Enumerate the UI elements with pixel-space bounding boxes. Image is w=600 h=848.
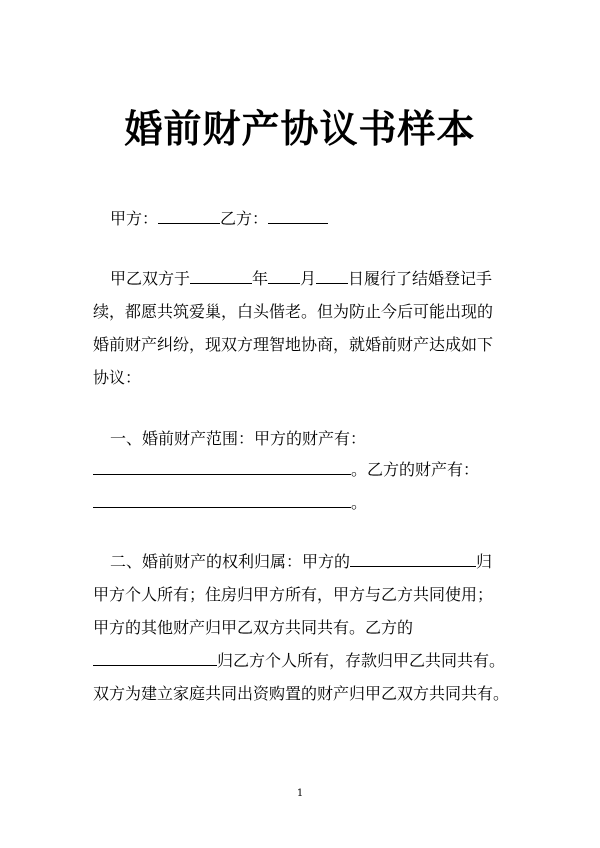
day-label: 日履行了结婚登记手 bbox=[348, 269, 493, 288]
section2-heading-text: 二、婚前财产的权利归属：甲方的 bbox=[110, 552, 351, 571]
year-blank bbox=[190, 268, 252, 284]
section1-heading: 一、婚前财产范围：甲方的财产有： bbox=[110, 429, 367, 448]
year-label: 年 bbox=[252, 269, 269, 288]
page-number: 1 bbox=[296, 788, 304, 799]
section2-line2: 甲方个人所有；住房归甲方所有，甲方与乙方共同使用； bbox=[93, 585, 494, 604]
party-a-property-blank bbox=[350, 551, 476, 567]
section2-line4-text: 归乙方个人所有，存款归甲乙共同共有。 bbox=[217, 651, 506, 670]
para1-line4: 协议： bbox=[93, 368, 142, 387]
section1-end-mark: 。 bbox=[351, 493, 368, 512]
section2-heading-end: 归 bbox=[476, 552, 493, 571]
section2-heading bbox=[110, 551, 492, 573]
month-label: 月 bbox=[300, 269, 317, 288]
section2-line3: 甲方的其他财产归甲乙双方共同共有。乙方的 bbox=[93, 618, 414, 637]
party-a-assets-blank bbox=[93, 459, 351, 475]
party-b-blank bbox=[268, 208, 328, 224]
section1-line3 bbox=[93, 492, 367, 514]
day-blank bbox=[316, 268, 348, 284]
section2-line4 bbox=[93, 650, 505, 672]
party-b-assets-label: 。乙方的财产有： bbox=[351, 460, 480, 479]
para1-line1 bbox=[110, 268, 492, 290]
para1-line2: 续，都愿共筑爱巢，白头偕老。但为防止今后可能出现的 bbox=[93, 302, 494, 321]
document-title: 婚前财产协议书样本 bbox=[124, 107, 476, 151]
party-b-label: 乙方： bbox=[220, 209, 269, 228]
party-a-label: 甲方： bbox=[110, 209, 159, 228]
parties-line bbox=[110, 208, 328, 230]
party-b-property-blank bbox=[93, 650, 217, 666]
para1-text: 甲乙双方于 bbox=[110, 269, 191, 288]
party-b-assets-blank bbox=[93, 492, 351, 508]
para1-line3: 婚前财产纠纷，现双方理智地协商，就婚前财产达成如下 bbox=[93, 335, 494, 354]
section2-line5: 双方为建立家庭共同出资购置的财产归甲乙双方共同共有。 bbox=[93, 684, 510, 703]
party-a-blank bbox=[158, 208, 220, 224]
section1-line2 bbox=[93, 459, 479, 481]
month-blank bbox=[268, 268, 300, 284]
